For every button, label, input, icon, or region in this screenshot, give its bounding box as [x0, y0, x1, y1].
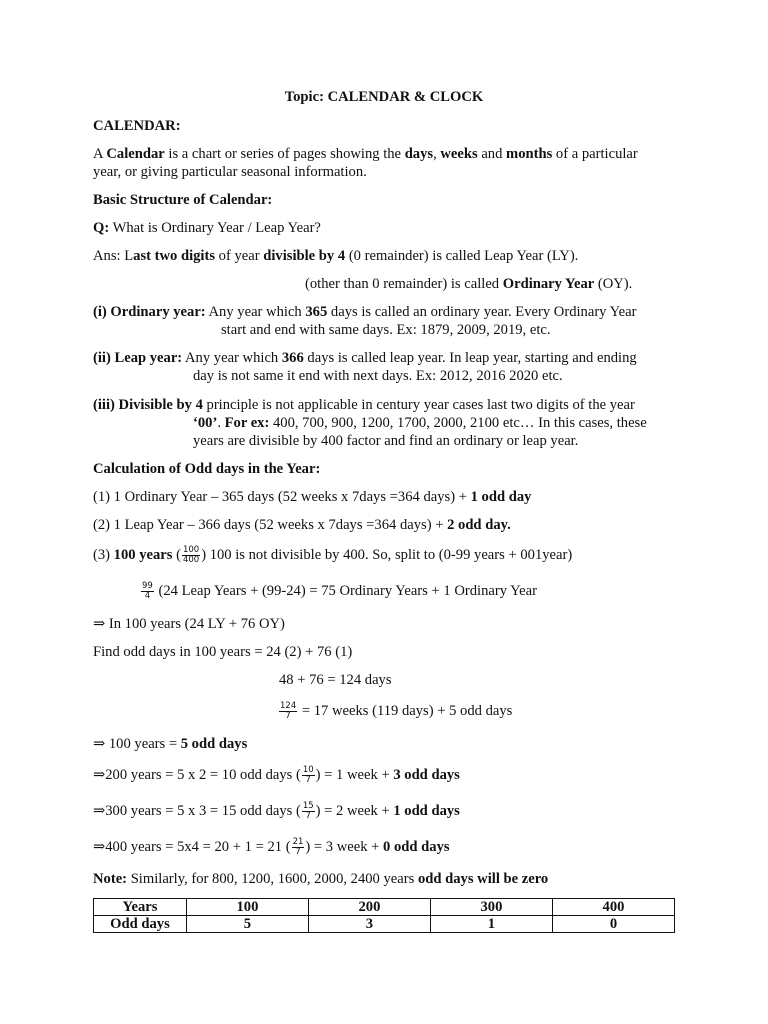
table-cell: 300 [430, 899, 552, 916]
section-heading-calendar: CALENDAR: [93, 118, 181, 134]
line-in-100-years: ⇒ In 100 years (24 LY + 76 OY) [93, 616, 285, 632]
table-cell: 3 [308, 916, 430, 933]
question-line: Q: What is Ordinary Year / Leap Year? [93, 220, 321, 236]
basic-structure-heading: Basic Structure of Calendar: [93, 192, 273, 208]
fraction-124-7: $\frac{124}{7}$ [280, 701, 297, 722]
answer-line-2: (other than 0 remainder) is called Ordinary Year (OY). [305, 276, 633, 292]
line-divide-124: $\frac{124}{7}$ = 17 weeks (119 days) + 5 odd days [280, 701, 513, 722]
line-sum-days: 48 + 76 = 124 days [279, 672, 392, 688]
table-cell: Odd days [94, 916, 187, 933]
table-cell: 0 [552, 916, 674, 933]
ordinary-year-line-1: (i) Ordinary year: Any year which 365 days is called an ordinary year. Every Ordinary Year [93, 304, 637, 320]
line-find-odd-days: Find odd days in 100 years = 24 (2) + 76 (1) [93, 644, 353, 660]
calc-99-split: $\frac{99}{4}$ (24 Leap Years + (99-24) = 75 Ordinary Years + 1 Ordinary Year [142, 581, 537, 602]
leap-year-line-1: (ii) Leap year: Any year which 366 days is called leap year. In leap year, starting and ending [93, 350, 637, 366]
result-300-years: ⇒300 years = 5 x 3 = 15 odd days ( $\frac{15}{7}$ ) = 2 week + 1 odd days [93, 801, 460, 822]
divisible-line-3: years are divisible by 400 factor and find an ordinary or leap year. [193, 433, 579, 449]
fraction-10-7: $\frac{10}{7}$ [302, 765, 314, 786]
fraction-99-4: $\frac{99}{4}$ [142, 581, 153, 602]
table-cell: 1 [430, 916, 552, 933]
calc-leap-year: (2) 1 Leap Year – 366 days (52 weeks x 7days =364 days) + 2 odd day. [93, 517, 511, 533]
result-100-years: ⇒ 100 years = 5 odd days [93, 736, 248, 752]
result-400-years: ⇒400 years = 5x4 = 20 + 1 = 21 ( $\frac{21}{7}$ ) = 3 week + 0 odd days [93, 837, 450, 858]
intro-line-2: year, or giving particular seasonal information. [93, 164, 367, 180]
page-title: Topic: CALENDAR & CLOCK [284, 89, 484, 105]
calc-100-years: (3) 100 years ( $\frac{100}{400}$ ) 100 is not divisible by 400. So, split to (0-99 years + 001year) [93, 545, 573, 566]
table-cell: 200 [308, 899, 430, 916]
table-cell: 100 [186, 899, 308, 916]
fraction-21-7: $\frac{21}{7}$ [292, 837, 304, 858]
calculation-heading: Calculation of Odd days in the Year: [93, 461, 321, 477]
fraction-15-7: $\frac{15}{7}$ [302, 801, 314, 822]
note-line: Note: Similarly, for 800, 1200, 1600, 2000, 2400 years odd days will be zero [93, 871, 549, 887]
table-cell: 5 [186, 916, 308, 933]
table-header-row [94, 899, 675, 916]
fraction-100-400: $\frac{100}{400}$ [182, 545, 200, 566]
answer-line-1: Ans: Last two digits of year divisible by 4 (0 remainder) is called Leap Year (LY). [93, 248, 579, 264]
calc-ordinary-year: (1) 1 Ordinary Year – 365 days (52 weeks x 7days =364 days) + 1 odd day [93, 489, 532, 505]
result-200-years: ⇒200 years = 5 x 2 = 10 odd days ( $\frac{10}{7}$ ) = 1 week + 3 odd days [93, 765, 460, 786]
divisible-line-1: (iii) Divisible by 4 principle is not applicable in century year cases last two digits of the year [93, 397, 635, 413]
table-row [94, 916, 675, 933]
table-cell: 400 [552, 899, 674, 916]
leap-year-line-2: day is not same it end with next days. Ex: 2012, 2016 2020 etc. [193, 368, 563, 384]
ordinary-year-line-2: start and end with same days. Ex: 1879, 2009, 2019, etc. [221, 322, 551, 338]
odd-days-table [93, 898, 675, 933]
intro-line-1: A Calendar is a chart or series of pages showing the days, weeks and months of a particular [93, 146, 638, 162]
divisible-line-2: ‘00’. For ex: 400, 700, 900, 1200, 1700, 2000, 2100 etc… In this cases, these [193, 415, 647, 431]
table-cell: Years [94, 899, 187, 916]
